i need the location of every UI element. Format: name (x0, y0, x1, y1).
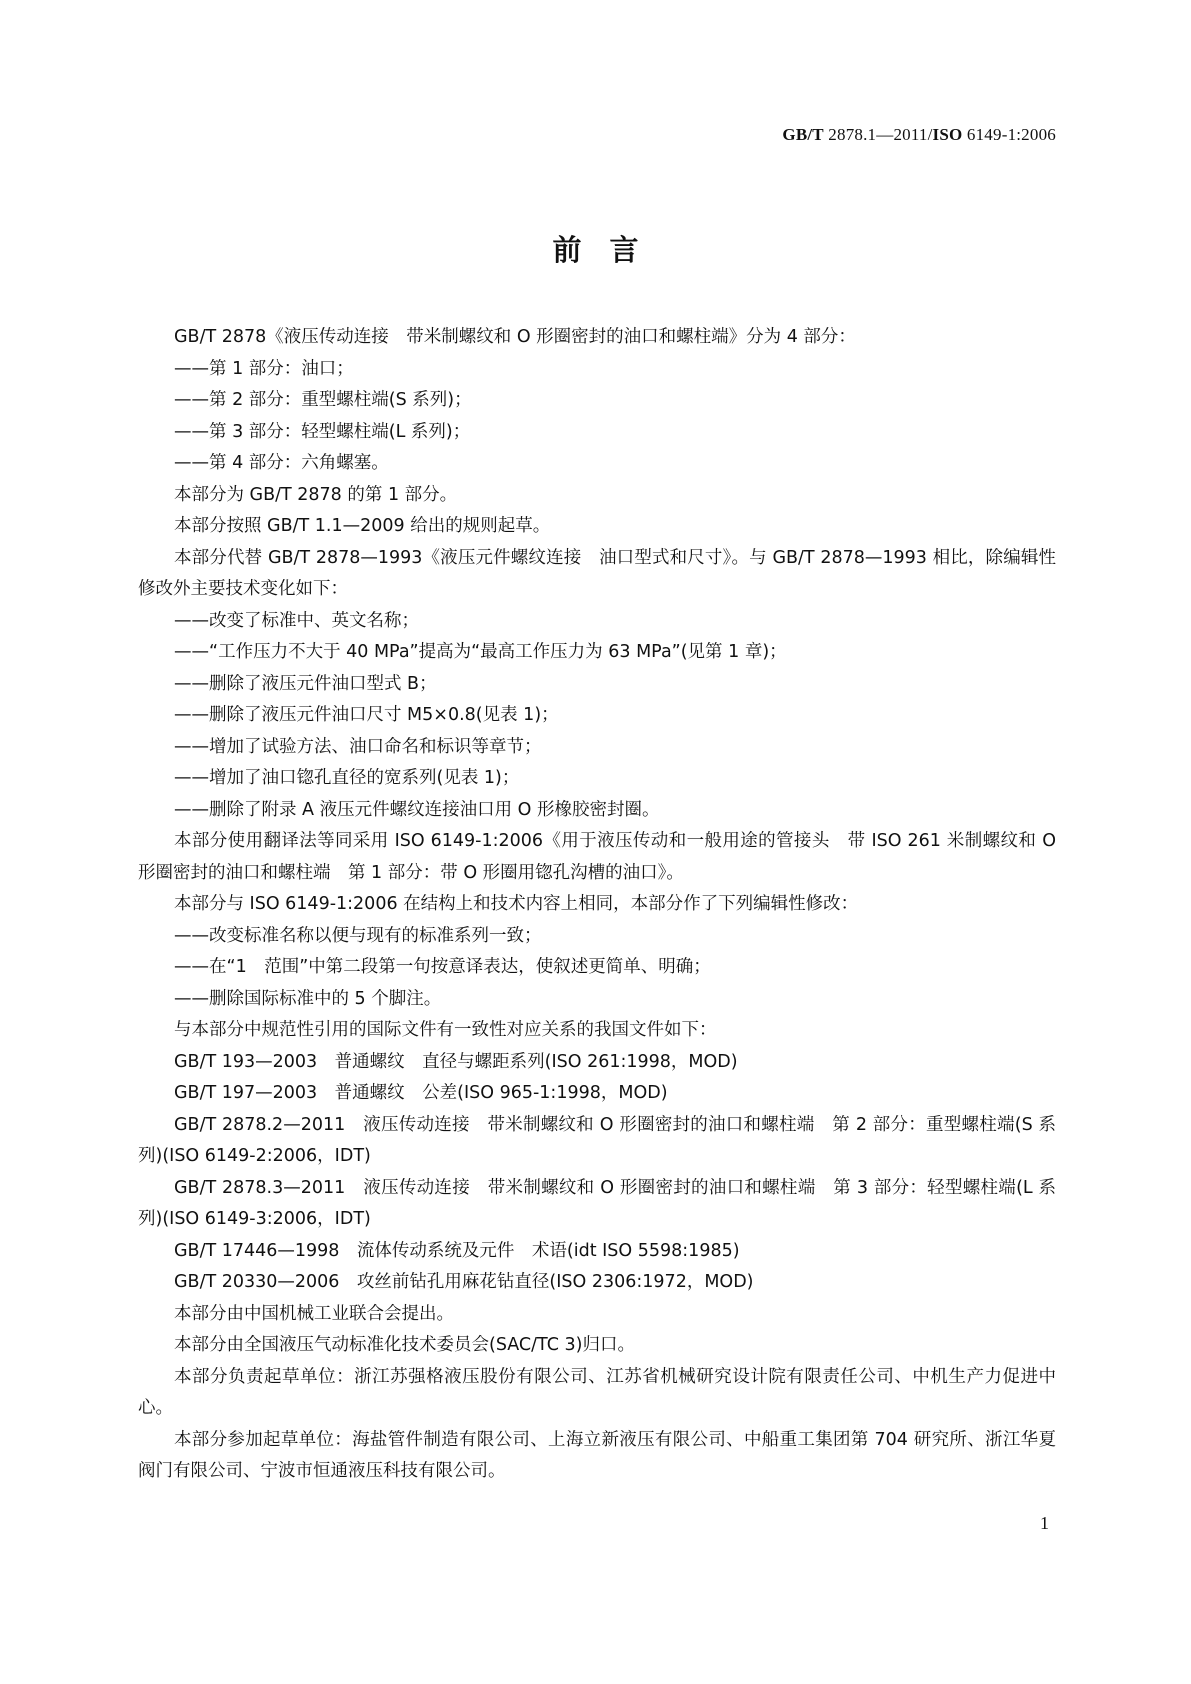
paragraph: 本部分代替 GB/T 2878—1993《液压元件螺纹连接 油口型式和尺寸》。与 GB/T 2878—1993 相比，除编辑性修改外主要技术变化如下： (138, 547, 1056, 599)
paragraph: 与本部分中规范性引用的国际文件有一致性对应关系的我国文件如下： (174, 1020, 717, 1040)
paragraph: GB/T 2878.2—2011 液压传动连接 带米制螺纹和 O 形圈密封的油口和螺柱端 第 2 部分：重型螺柱端(S 系列)(ISO 6149-2:2006，IDT) (138, 1114, 1056, 1166)
paragraph: GB/T 197—2003 普通螺纹 公差(ISO 965-1:1998，MOD) (174, 1083, 668, 1103)
paragraph: ——删除国际标准中的 5 个脚注。 (174, 988, 442, 1009)
paragraph: ——增加了试验方法、油口命名和标识等章节； (174, 736, 542, 757)
paragraph: ——“工作压力不大于 40 MPa”提高为“最高工作压力为 63 MPa”(见第 1 章)； (174, 642, 787, 662)
page-title: 前言 (552, 233, 667, 267)
header-iso: ISO (932, 125, 963, 144)
paragraph: 本部分为 GB/T 2878 的第 1 部分。 (174, 484, 458, 505)
paragraph: ——第 1 部分：油口； (174, 358, 354, 379)
paragraph: ——删除了液压元件油口型式 B； (174, 673, 437, 694)
paragraph: 本部分参加起草单位：海盐管件制造有限公司、上海立新液压有限公司、中船重工集团第 704 研究所、浙江华夏阀门有限公司、宁波市恒通液压科技有限公司。 (138, 1429, 1056, 1481)
paragraph: 本部分按照 GB/T 1.1—2009 给出的规则起草。 (174, 516, 551, 536)
paragraph: ——在“1 范围”中第二段第一句按意译表达，使叙述更简单、明确； (174, 957, 711, 977)
paragraph: ——改变了标准中、英文名称； (174, 610, 419, 631)
paragraph: 本部分由全国液压气动标准化技术委员会(SAC/TC 3)归口。 (174, 1335, 635, 1355)
paragraph: ——删除了附录 A 液压元件螺纹连接油口用 O 形橡胶密封圈。 (174, 799, 660, 820)
page-number: 1 (1040, 1513, 1049, 1533)
paragraph: GB/T 20330—2006 攻丝前钻孔用麻花钻直径(ISO 2306:1972，MOD) (174, 1272, 754, 1292)
paragraph: 本部分与 ISO 6149-1:2006 在结构上和技术内容上相同，本部分作了下列编辑性修改： (174, 894, 859, 914)
paragraph: GB/T 193—2003 普通螺纹 直径与螺距系列(ISO 261:1998，MOD) (174, 1051, 738, 1072)
paragraph: 本部分由中国机械工业联合会提出。 (174, 1303, 454, 1324)
paragraph: ——改变标准名称以便与现有的标准系列一致； (174, 925, 542, 946)
document-body (138, 322, 1062, 1488)
paragraph: ——第 3 部分：轻型螺柱端(L 系列)； (174, 421, 471, 442)
paragraph: ——第 2 部分：重型螺柱端(S 系列)； (174, 390, 472, 410)
paragraph: 本部分负责起草单位：浙江苏强格液压股份有限公司、江苏省机械研究设计院有限责任公司、中机生产力促进中心。 (138, 1366, 1056, 1418)
standard-number-header (782, 125, 1056, 145)
header-gbt: GB/T (782, 125, 824, 144)
paragraph: GB/T 2878.3—2011 液压传动连接 带米制螺纹和 O 形圈密封的油口和螺柱端 第 3 部分：轻型螺柱端(L 系列)(ISO 6149-3:2006，IDT) (138, 1177, 1056, 1229)
paragraph: ——删除了液压元件油口尺寸 M5×0.8(见表 1)； (174, 705, 559, 725)
paragraph: ——增加了油口锪孔直径的宽系列(见表 1)； (174, 768, 520, 788)
paragraph: ——第 4 部分：六角螺塞。 (174, 453, 389, 473)
paragraph: 本部分使用翻译法等同采用 ISO 6149-1:2006《用于液压传动和一般用途的管接头 带 ISO 261 米制螺纹和 O 形圈密封的油口和螺柱端 第 1 部分：带 O 形圈用锪孔沟槽的油口》。 (138, 831, 1062, 883)
header-iso-number: 6149-1:2006 (962, 125, 1056, 144)
paragraph: GB/T 2878《液压传动连接 带米制螺纹和 O 形圈密封的油口和螺柱端》分为 4 部分： (174, 327, 856, 347)
header-gb-number: 2878.1—2011/ (823, 125, 933, 144)
paragraph: GB/T 17446—1998 流体传动系统及元件 术语(idt ISO 5598:1985) (174, 1240, 740, 1261)
